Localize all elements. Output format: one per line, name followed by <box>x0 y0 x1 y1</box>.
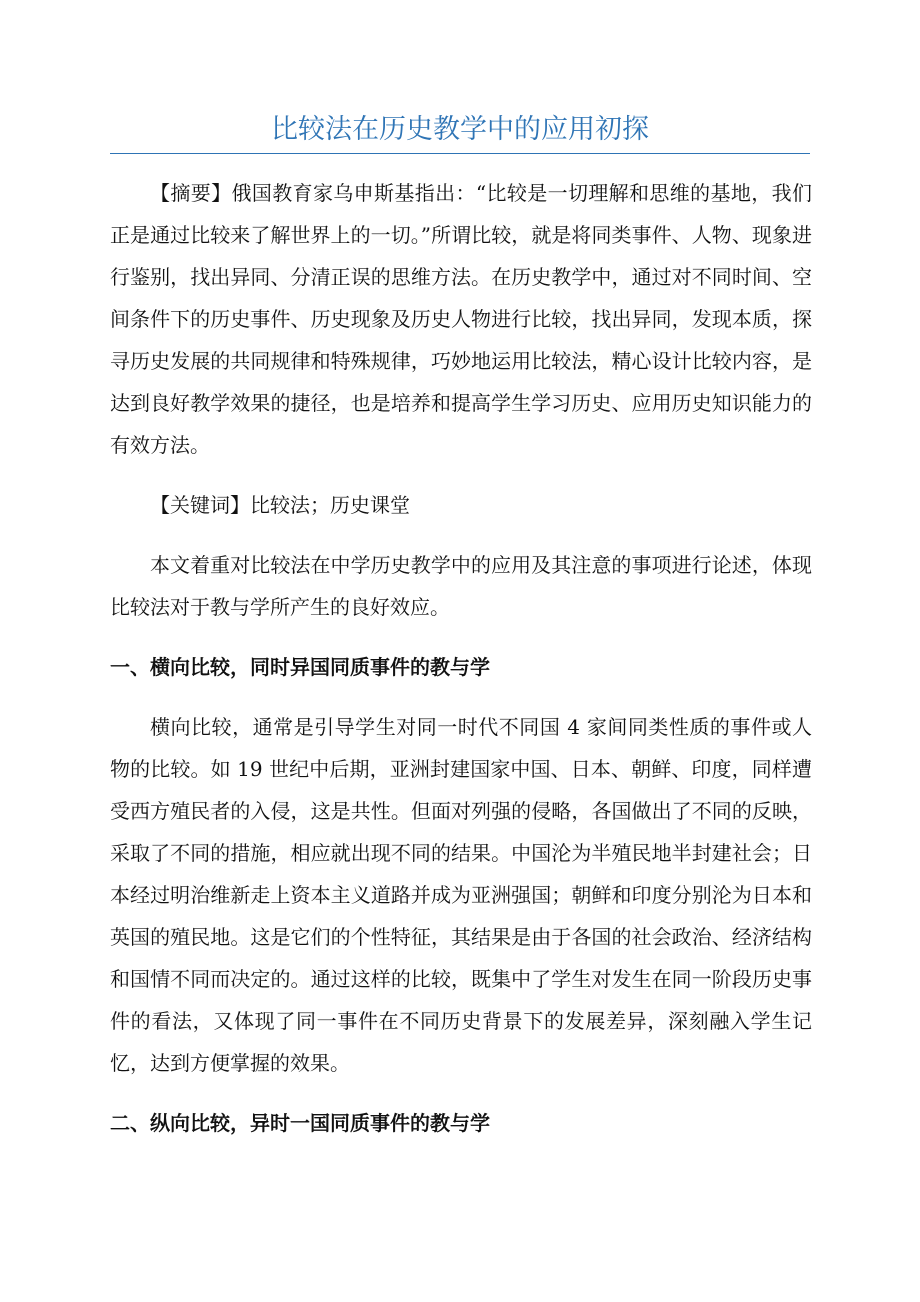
section-1-heading: 一、横向比较，同时异国同质事件的教与学 <box>110 655 490 679</box>
keywords-paragraph: 【关键词】比较法；历史课堂 <box>150 493 410 517</box>
intro-paragraph: 本文着重对比较法在中学历史教学中的应用及其注意的事项进行论述，体现比较法对于教与学所产生的良好效应。 <box>110 553 812 619</box>
document-title: 比较法在历史教学中的应用初探 <box>271 114 649 145</box>
section-1-paragraph: 横向比较，通常是引导学生对同一时代不同国 4 家间同类性质的事件或人物的比较。如 19 世纪中后期，亚洲封建国家中国、日本、朝鲜、印度，同样遭受西方殖民者的入侵，这是共性。但面对列强的侵略，各国做出了不同的反映，采取了不同的措施，相应就出现不同的结果。中国沦为半殖民地半封建社会；日本经过明治维新走上资本主义道路并成为亚洲强国；朝鲜和印度分别沦为日本和英国的殖民地。这是它们的个性特征，其结果是由于各国的社会政治、经济结构和国情不同而决定的。通过这样的比较，既集中了学生对发生在同一阶段历史事件的看法，又体现了同一事件在不同历史背景下的发展差异，深刻融入学生记忆，达到方便掌握的效果。 <box>110 715 812 1075</box>
section-2-heading: 二、纵向比较，异时一国同质事件的教与学 <box>110 1111 490 1135</box>
document-body <box>110 172 812 1144</box>
title-underline <box>110 153 810 154</box>
abstract-paragraph: 【摘要】俄国教育家乌申斯基指出：“比较是一切理解和思维的基地，我们正是通过比较来了解世界上的一切。”所谓比较，就是将同类事件、人物、现象进行鉴别，找出异同、分清正误的思维方法。在历史教学中，通过对不同时间、空间条件下的历史事件、历史现象及历史人物进行比较，找出异同，发现本质，探寻历史发展的共同规律和特殊规律，巧妙地运用比较法，精心设计比较内容，是达到良好教学效果的捷径，也是培养和提高学生学习历史、应用历史知识能力的有效方法。 <box>110 181 812 457</box>
